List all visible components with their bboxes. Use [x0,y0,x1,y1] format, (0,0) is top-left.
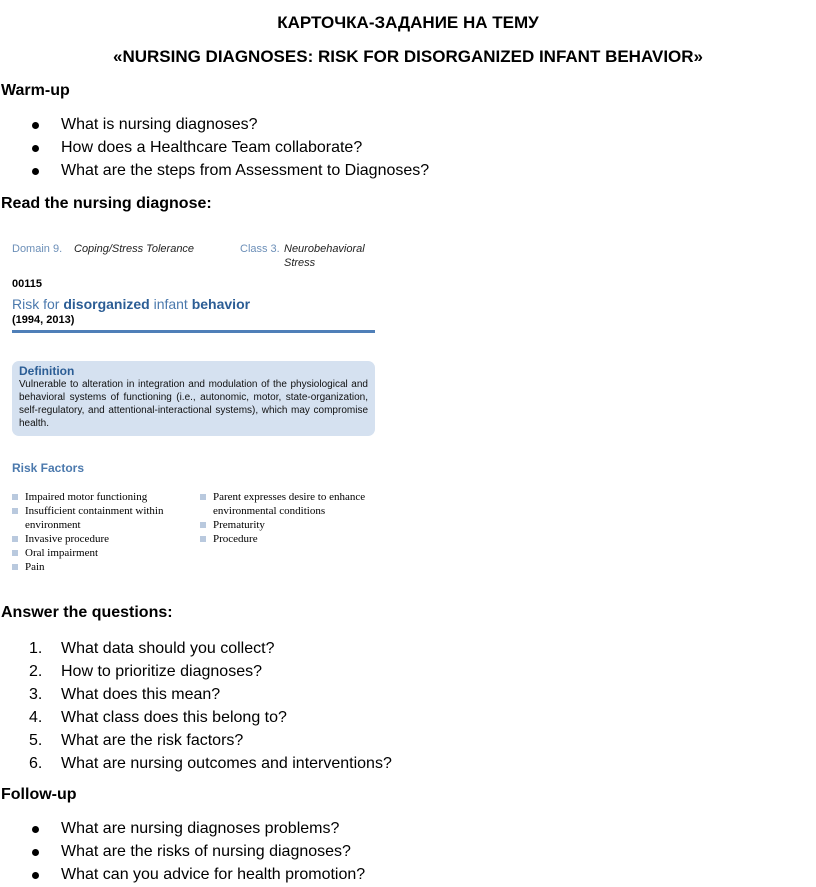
list-item [0,638,392,661]
list-item [0,730,392,753]
list-item [0,661,392,684]
title-part: Risk for [12,296,64,312]
list-item: Impaired motor functioning [12,490,187,504]
diagnosis-title [12,296,250,312]
title-part: disorganized [63,296,154,312]
item-number: 1. [29,640,43,657]
item-number: 3. [29,686,43,703]
item-text: What data should you collect? [61,640,275,657]
list-item [0,684,392,707]
risk-factors-right [200,490,370,546]
definition-heading: Definition [19,364,75,378]
followup-list [0,818,365,887]
risk-factors-heading: Risk Factors [12,461,85,475]
definition-box [12,361,375,436]
domain-label: Domain 9. [12,243,63,255]
followup-heading: Follow-up [1,786,77,803]
diagnosis-years: (1994, 2013) [12,314,75,326]
item-text: What does this mean? [61,686,221,703]
item-number: 4. [29,709,43,726]
list-item [0,707,392,730]
list-item: Insufficient containment within environment [12,504,187,532]
divider [12,330,375,333]
item-number: 5. [29,732,43,749]
answer-heading: Answer the questions: [1,604,173,621]
title-part: behavior [191,296,251,312]
item-text: What are nursing outcomes and interventions? [61,755,392,772]
diagnosis-code: 00115 [12,278,42,290]
list-item: Prematurity [200,518,370,532]
list-item: What are the steps from Assessment to Diagnoses? [0,160,429,183]
item-number: 2. [29,663,43,680]
warmup-heading: Warm-up [1,82,70,99]
list-item: What are nursing diagnoses problems? [0,818,365,841]
class-value-line2: Stress [284,257,316,269]
list-item: What are the risks of nursing diagnoses? [0,841,365,864]
list-item: Invasive procedure [12,532,187,546]
risk-factors-left [12,490,187,574]
warmup-list [0,114,429,183]
questions-list [0,638,392,776]
page-title-line2: «NURSING DIAGNOSES: RISK FOR DISORGANIZED INFANT BEHAVIOR» [112,47,703,66]
title-part: infant [153,296,192,312]
read-heading: Read the nursing diagnose: [1,195,212,212]
page-title-line1: КАРТОЧКА-ЗАДАНИЕ НА ТЕМУ [277,13,539,32]
domain-value: Coping/Stress Tolerance [74,243,195,255]
diagnosis-excerpt [12,240,377,580]
list-item: What is nursing diagnoses? [0,114,429,137]
list-item: What can you advice for health promotion? [0,864,365,887]
class-label: Class 3. [240,243,280,255]
item-text: What class does this belong to? [61,709,287,726]
class-value-line1: Neurobehavioral [284,243,365,255]
list-item: Parent expresses desire to enhance environmental conditions [200,490,370,518]
list-item: Oral impairment [12,546,187,560]
definition-text: Vulnerable to alteration in integration and modulation of the physiological and behavioral systems of functioning (i.e., autonomic, motor, state-organization, self-regulatory, and attentional-interactional systems), which may compromise health. [19,379,368,429]
item-number: 6. [29,755,43,772]
list-item: Procedure [200,532,370,546]
item-text: What are the risk factors? [61,732,244,749]
list-item: Pain [12,560,187,574]
list-item [0,753,392,776]
list-item: How does a Healthcare Team collaborate? [0,137,429,160]
item-text: How to prioritize diagnoses? [61,663,262,680]
